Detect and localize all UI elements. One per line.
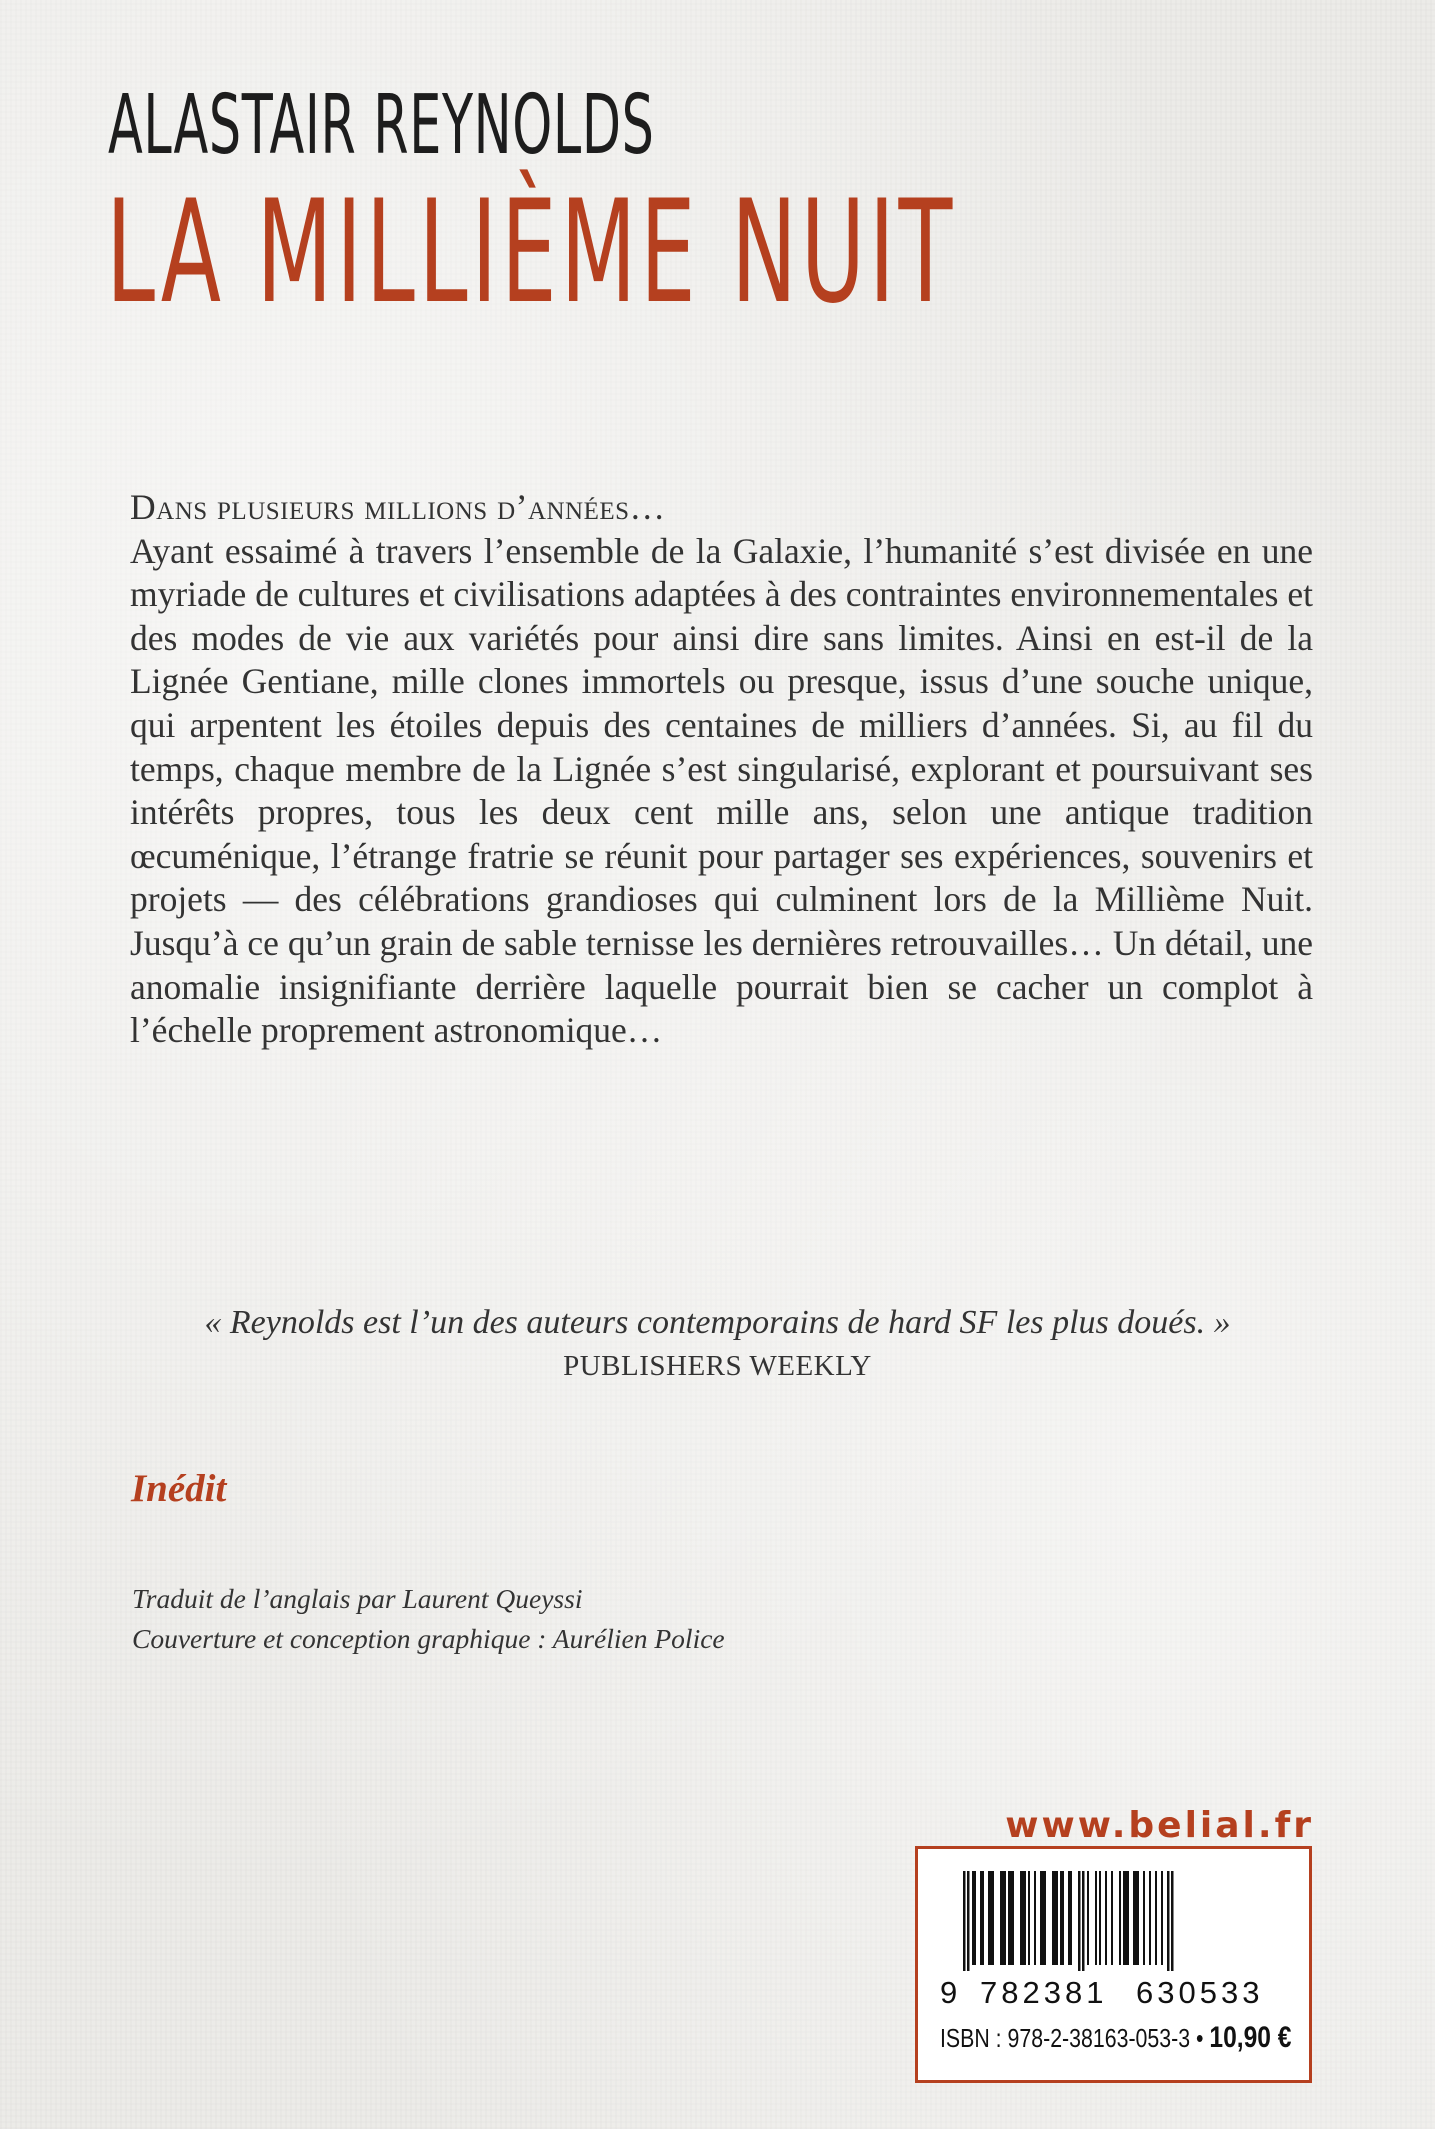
barcode-bar: [1000, 1871, 1006, 1965]
barcode-guard-bar: [1167, 1871, 1170, 1971]
barcode-bar: [1034, 1871, 1036, 1965]
barcode-bar: [1087, 1871, 1089, 1965]
barcode-bar: [1040, 1871, 1046, 1965]
barcode-bar: [1123, 1871, 1129, 1965]
publisher-website[interactable]: www.belial.fr: [1005, 1805, 1314, 1846]
quote-source: PUBLISHERS WEEKLY: [563, 1350, 872, 1382]
barcode-guard-bar: [963, 1871, 966, 1971]
translator-credit: Traduit de l’anglais par Laurent Queyssi: [132, 1583, 583, 1614]
barcode-digits-left: 782381: [980, 1975, 1108, 2010]
barcode-bar: [1020, 1871, 1026, 1965]
barcode-bar: [1133, 1871, 1139, 1965]
blurb-lead: Dans plusieurs millions d’années…: [130, 487, 666, 527]
author-name: ALASTAIR REYNOLDS: [108, 78, 655, 173]
barcode-box: [915, 1846, 1312, 2083]
barcode-bar: [1111, 1871, 1113, 1965]
barcode-bar: [1119, 1871, 1121, 1965]
quote-text: « Reynolds est l’un des auteurs contemporains de hard SF les plus doués. »: [204, 1304, 1231, 1341]
barcode-bar: [1052, 1871, 1058, 1965]
credits: [132, 1579, 725, 1659]
barcode-bar: [980, 1871, 984, 1965]
barcode-bar: [1008, 1871, 1014, 1965]
blurb: [130, 486, 1313, 1053]
barcode-bar: [972, 1871, 976, 1965]
barcode-bar: [1155, 1871, 1157, 1965]
barcode-digit-first: 9: [940, 1975, 958, 2010]
barcode-bar: [1060, 1871, 1064, 1965]
barcode-guard-bar: [1078, 1871, 1081, 1971]
barcode-guard-bar: [1171, 1871, 1174, 1971]
blurb-body: Ayant essaimé à travers l’ensemble de la Galaxie, l’humanité s’est divisée en une myriade de cultures et civilisations adaptées à des contraintes environnementales et des modes de vie aux variétés pour ainsi dire sans limites. Ainsi en est-il de la Lignée Gentiane, mille clones immortels ou presque, issus d’une souche unique, qui arpentent les étoiles depuis des centaines de milliers d’années. Si, au fil du temps, chaque membre de la Lignée s’est singularisé, explorant et poursuivant ses intérêts propres, tous les deux cent mille ans, selon une antique tradition œcuménique, l’étrange fratrie se réunit pour partager ses expériences, souvenirs et projets — des célébrations grandioses qui culminent lors de la Millième Nuit. Jusqu’à ce qu’un grain de sable ternisse les dernières retrouvailles… Un détail, une anomalie insignifiante derrière laquelle pourrait bien se cacher un complot à l’échelle proprement astronomique…: [130, 530, 1313, 1051]
inedit-label: Inédit: [131, 1467, 227, 1510]
book-title: LA MILLIÈME NUIT: [106, 170, 957, 335]
barcode-bar: [1099, 1871, 1101, 1965]
press-quote: [0, 1304, 1435, 1383]
barcode-image: [963, 1871, 1268, 1971]
barcode-guard-bar: [1082, 1871, 1085, 1971]
barcode-bar: [1095, 1871, 1097, 1965]
isbn-line: [940, 2021, 1291, 2055]
barcode-bar: [1068, 1871, 1072, 1965]
barcode-bar: [1028, 1871, 1030, 1965]
barcode-bar: [1149, 1871, 1151, 1965]
barcode-guard-bar: [967, 1871, 970, 1971]
isbn-number: ISBN : 978-2-38163-053-3: [940, 2023, 1191, 2053]
barcode-bar: [1161, 1871, 1163, 1965]
cover-credit: Couverture et conception graphique : Aurélien Police: [132, 1623, 725, 1654]
barcode-digits-right: 630533: [1136, 1975, 1264, 2010]
barcode-bar: [1143, 1871, 1145, 1965]
barcode-bar: [988, 1871, 994, 1965]
barcode-bar: [1105, 1871, 1107, 1965]
price: 10,90 €: [1209, 2021, 1292, 2054]
isbn-separator: •: [1196, 2023, 1204, 2053]
